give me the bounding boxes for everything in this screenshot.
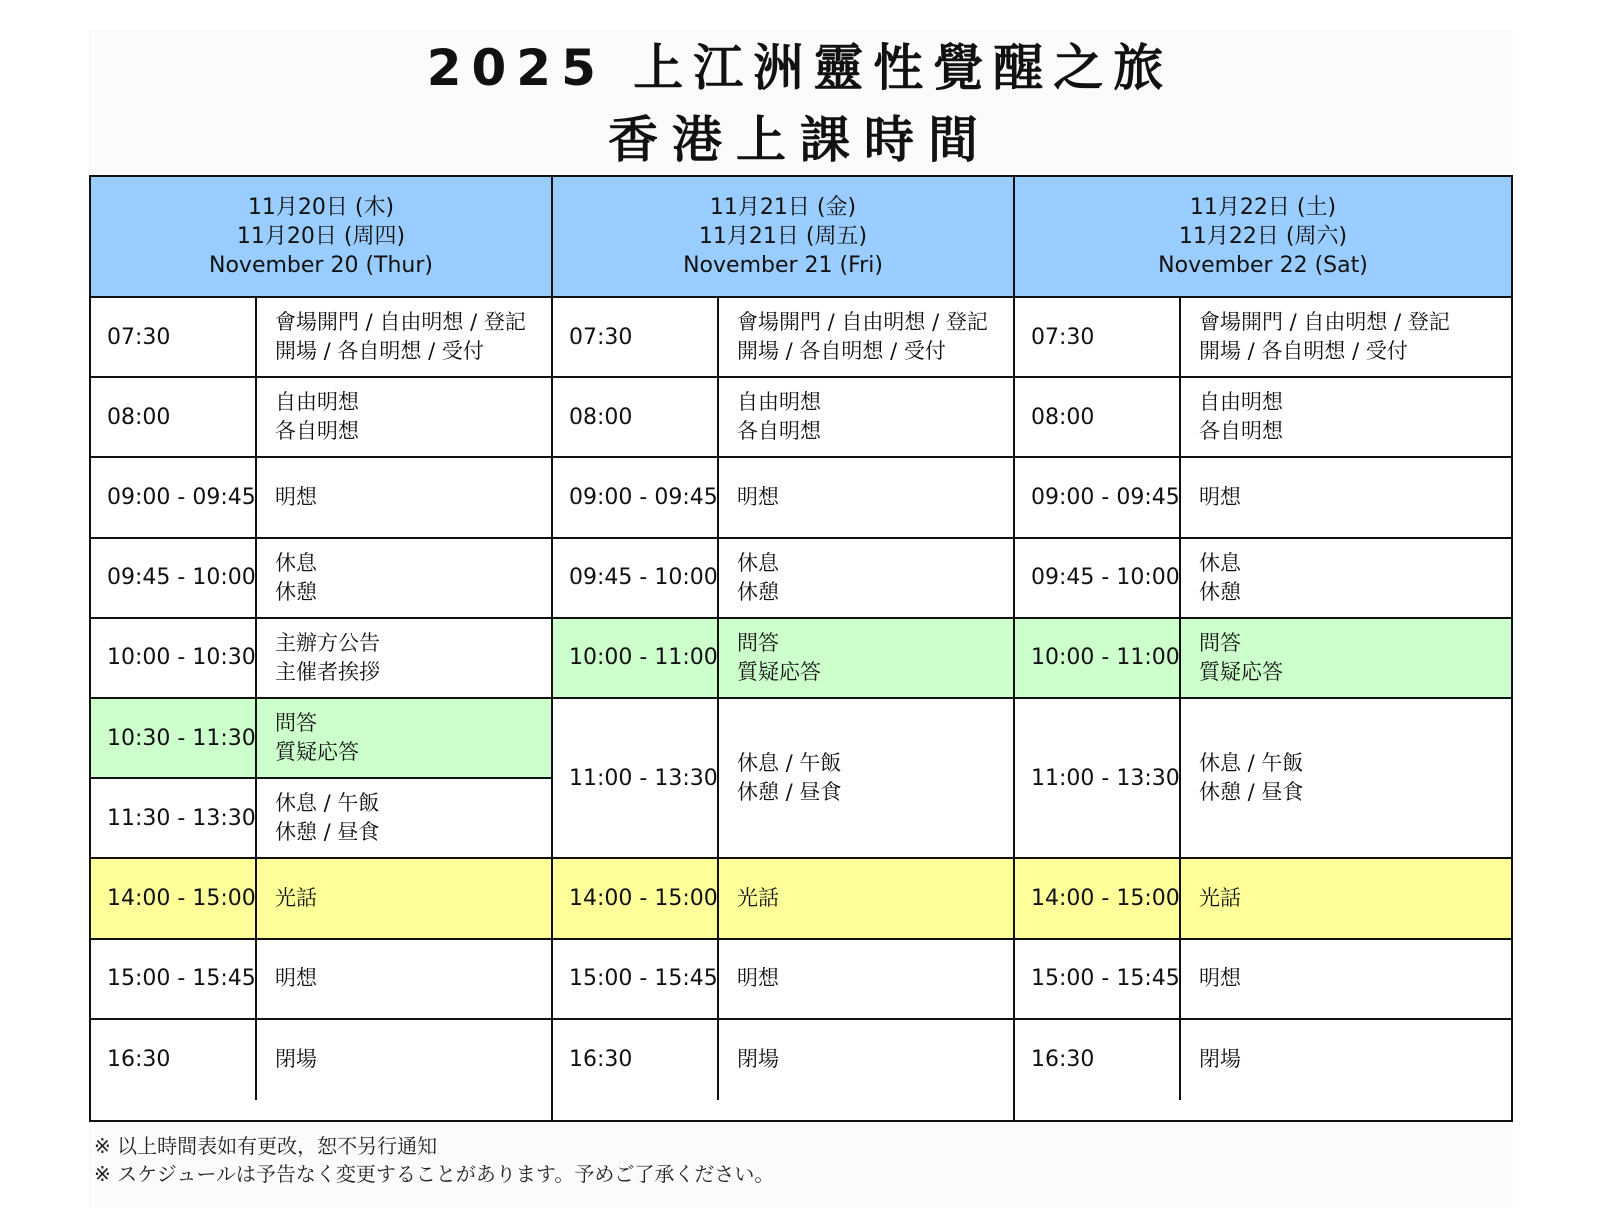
activity-cell: [1181, 378, 1511, 456]
activity-cell: [1181, 1020, 1511, 1100]
activity-line: 光話: [1199, 885, 1241, 910]
day-header-line: 11月20日 (周四): [236, 224, 406, 249]
day-header-line: 11月21日 (周五): [698, 224, 868, 249]
time-cell: 10:00 - 11:00: [553, 619, 719, 697]
activity-cell: [1181, 539, 1511, 617]
time-cell: 15:00 - 15:45: [1015, 940, 1181, 1018]
activity-line: 問答: [1199, 630, 1241, 655]
time-cell: 14:00 - 15:00: [553, 859, 719, 937]
time-cell: 09:45 - 10:00: [553, 539, 719, 617]
page-subtitle: 香港上課時間: [608, 111, 992, 169]
time-cell: 07:30: [91, 298, 257, 376]
activity-line: 質疑応答: [1199, 659, 1283, 684]
activity-line: 光話: [737, 885, 779, 910]
time-cell: 07:30: [1015, 298, 1181, 376]
activity-cell: [257, 619, 551, 697]
activity-cell: [257, 1020, 551, 1100]
activity-cell: [719, 940, 1013, 1018]
activity-cell: [1181, 458, 1511, 536]
time-cell: 09:00 - 09:45: [1015, 458, 1181, 536]
activity-line: 明想: [275, 484, 317, 509]
time-cell: 09:00 - 09:45: [553, 458, 719, 536]
activity-line: 各自明想: [737, 419, 821, 444]
schedule-row: [1015, 699, 1511, 859]
activity-line: 休憩: [275, 579, 317, 604]
activity-line: 會場開門 / 自由明想 / 登記: [1199, 310, 1450, 335]
time-cell: 16:30: [1015, 1020, 1181, 1100]
activity-cell: [719, 539, 1013, 617]
schedule-row: [91, 859, 551, 939]
day-header-line: November 22 (Sat): [1158, 253, 1368, 278]
time-cell: 09:45 - 10:00: [91, 539, 257, 617]
schedule-row: [91, 619, 551, 699]
time-cell: 10:30 - 11:30: [91, 699, 257, 777]
activity-line: 主辦方公告: [275, 630, 380, 655]
activity-line: 明想: [1199, 966, 1241, 991]
schedule-row: [91, 458, 551, 538]
activity-cell: [719, 458, 1013, 536]
schedule-row: [91, 539, 551, 619]
schedule-row: [553, 699, 1013, 859]
schedule-row: [553, 298, 1013, 378]
activity-cell: [1181, 298, 1511, 376]
activity-cell: [257, 940, 551, 1018]
activity-line: 會場開門 / 自由明想 / 登記: [275, 310, 526, 335]
schedule-row: [91, 298, 551, 378]
time-cell: 11:00 - 13:30: [1015, 699, 1181, 857]
activity-line: 明想: [737, 966, 779, 991]
day-header: [1015, 177, 1511, 298]
schedule-row: [553, 940, 1013, 1020]
time-cell: 10:00 - 11:00: [1015, 619, 1181, 697]
activity-cell: [1181, 940, 1511, 1018]
activity-cell: [257, 298, 551, 376]
time-cell: 14:00 - 15:00: [1015, 859, 1181, 937]
time-cell: 15:00 - 15:45: [553, 940, 719, 1018]
activity-line: 各自明想: [1199, 419, 1283, 444]
day-column: [91, 177, 551, 1120]
schedule-row: [1015, 940, 1511, 1020]
activity-cell: [719, 859, 1013, 937]
activity-line: 休憩 / 昼食: [737, 780, 842, 805]
activity-line: 開場 / 各自明想 / 受付: [275, 339, 484, 364]
footnote-ja: ※ スケジュールは予告なく変更することがあります。予めご了承ください。: [94, 1162, 775, 1186]
time-cell: 09:00 - 09:45: [91, 458, 257, 536]
schedule-row: [91, 699, 551, 779]
activity-line: 開場 / 各自明想 / 受付: [1199, 339, 1408, 364]
activity-line: 休息: [275, 550, 317, 575]
activity-cell: [719, 619, 1013, 697]
activity-cell: [719, 1020, 1013, 1100]
activity-cell: [257, 539, 551, 617]
activity-line: 會場開門 / 自由明想 / 登記: [737, 310, 988, 335]
time-cell: 08:00: [91, 378, 257, 456]
time-cell: 16:30: [91, 1020, 257, 1100]
time-cell: 16:30: [553, 1020, 719, 1100]
day-column: [1015, 177, 1511, 1120]
schedule-row: [1015, 1020, 1511, 1100]
time-cell: 07:30: [553, 298, 719, 376]
activity-cell: [257, 699, 551, 777]
schedule-row: [91, 378, 551, 458]
activity-line: 質疑応答: [737, 659, 821, 684]
schedule-row: [553, 378, 1013, 458]
schedule-row: [553, 619, 1013, 699]
day-header: [91, 177, 551, 298]
activity-cell: [257, 779, 551, 857]
day-header-line: 11月22日 (土): [1189, 195, 1337, 220]
schedule-row: [553, 458, 1013, 538]
day-header-line: November 20 (Thur): [209, 253, 433, 278]
activity-line: 休息 / 午飯: [737, 751, 842, 776]
schedule-table: [89, 175, 1513, 1122]
schedule-row: [553, 859, 1013, 939]
schedule-row: [1015, 859, 1511, 939]
column-divider: [1013, 177, 1015, 1120]
time-cell: 14:00 - 15:00: [91, 859, 257, 937]
activity-line: 問答: [275, 711, 317, 736]
activity-cell: [1181, 619, 1511, 697]
schedule-row: [1015, 298, 1511, 378]
activity-line: 問答: [737, 630, 779, 655]
schedule-row: [553, 1020, 1013, 1100]
activity-cell: [719, 378, 1013, 456]
activity-line: 閉場: [1199, 1047, 1241, 1072]
activity-line: 休息 / 午飯: [275, 791, 380, 816]
activity-line: 質疑応答: [275, 740, 359, 765]
column-divider: [551, 177, 553, 1120]
activity-cell: [1181, 699, 1511, 857]
activity-line: 閉場: [275, 1047, 317, 1072]
activity-line: 自由明想: [737, 390, 821, 415]
activity-line: 休息: [737, 550, 779, 575]
schedule-row: [1015, 539, 1511, 619]
activity-line: 休息: [1199, 550, 1241, 575]
activity-line: 光話: [275, 885, 317, 910]
time-cell: 10:00 - 10:30: [91, 619, 257, 697]
activity-line: 休憩 / 昼食: [275, 820, 380, 845]
activity-line: 開場 / 各自明想 / 受付: [737, 339, 946, 364]
activity-line: 明想: [1199, 484, 1241, 509]
schedule-row: [91, 1020, 551, 1100]
time-cell: 08:00: [1015, 378, 1181, 456]
activity-cell: [1181, 859, 1511, 937]
footnote-zh: ※ 以上時間表如有更改，恕不另行通知: [94, 1134, 438, 1158]
day-header-line: 11月22日 (周六): [1178, 224, 1348, 249]
activity-line: 明想: [737, 484, 779, 509]
activity-line: 自由明想: [275, 390, 359, 415]
schedule-row: [1015, 619, 1511, 699]
activity-cell: [719, 699, 1013, 857]
schedule-row: [553, 539, 1013, 619]
schedule-row: [1015, 458, 1511, 538]
time-cell: 11:00 - 13:30: [553, 699, 719, 857]
activity-line: 休息 / 午飯: [1199, 751, 1304, 776]
day-header-line: November 21 (Fri): [683, 253, 883, 278]
schedule-row: [91, 779, 551, 859]
time-cell: 09:45 - 10:00: [1015, 539, 1181, 617]
schedule-row: [91, 940, 551, 1020]
activity-line: 主催者挨拶: [275, 659, 380, 684]
time-cell: 15:00 - 15:45: [91, 940, 257, 1018]
day-header: [553, 177, 1013, 298]
activity-cell: [257, 458, 551, 536]
activity-line: 休憩: [737, 579, 779, 604]
activity-cell: [257, 859, 551, 937]
activity-cell: [257, 378, 551, 456]
time-cell: 08:00: [553, 378, 719, 456]
activity-line: 休憩: [1199, 579, 1241, 604]
activity-line: 休憩 / 昼食: [1199, 780, 1304, 805]
day-header-line: 11月20日 (木): [247, 195, 395, 220]
schedule-row: [1015, 378, 1511, 458]
activity-line: 閉場: [737, 1047, 779, 1072]
activity-line: 各自明想: [275, 419, 359, 444]
activity-line: 明想: [275, 966, 317, 991]
activity-cell: [719, 298, 1013, 376]
day-header-line: 11月21日 (金): [709, 195, 857, 220]
time-cell: 11:30 - 13:30: [91, 779, 257, 857]
footnotes: [94, 1132, 774, 1188]
day-column: [553, 177, 1013, 1120]
activity-line: 自由明想: [1199, 390, 1283, 415]
page-title: 2025 上江洲靈性覺醒之旅: [426, 39, 1174, 97]
